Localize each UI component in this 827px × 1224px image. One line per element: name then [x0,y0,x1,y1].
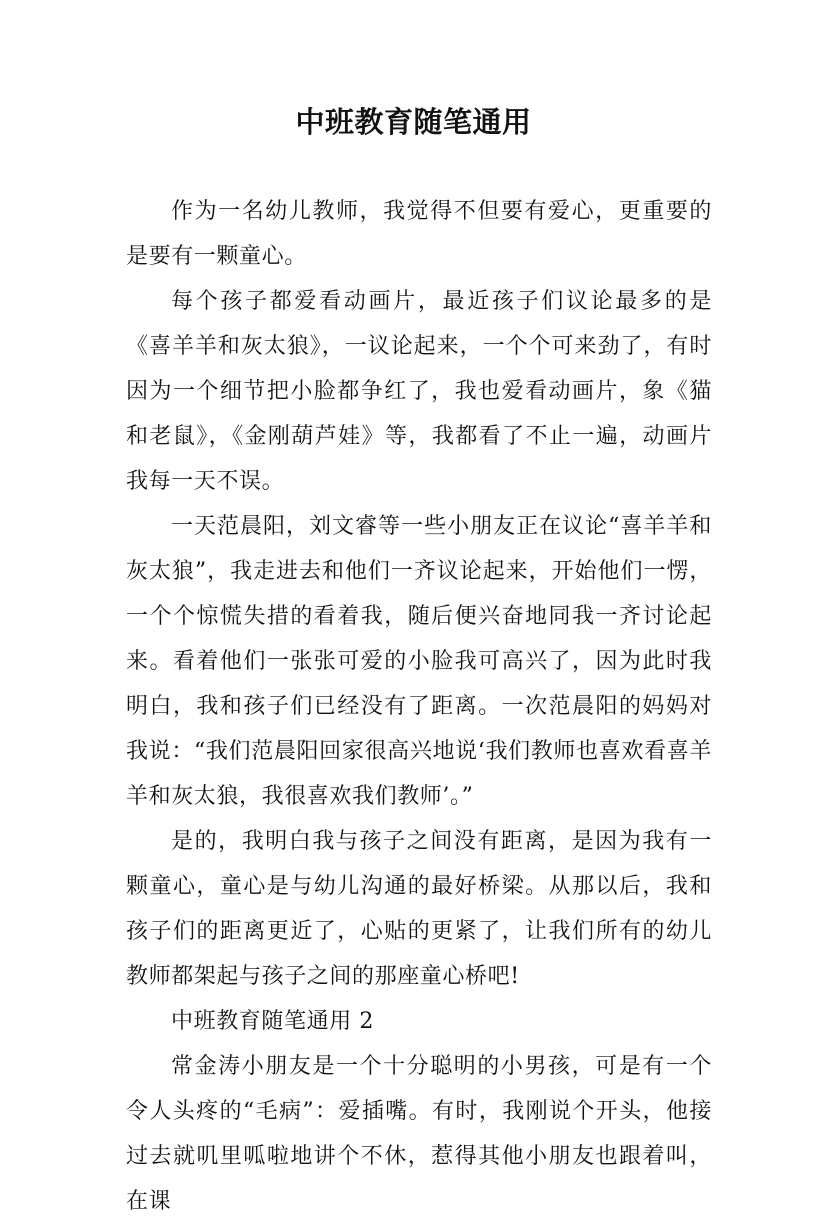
document-title: 中班教育随笔通用 [295,105,532,139]
document-body [126,189,712,1224]
paragraph-1: 作为一名幼儿教师，我觉得不但要有爱心，更重要的是要有一颗童心。 [126,199,712,269]
paragraph-2: 每个孩子都爱看动画片，最近孩子们议论最多的是《喜羊羊和灰太狼》，一议论起来，一个个可来劲了，有时因为一个细节把小脸都争红了，我也爱看动画片，象《猫和老鼠》，《金刚葫芦娃》等，我都看了不止一遍，动画片我每一天不误。 [126,289,712,494]
section-heading-2: 中班教育随笔通用 2 [171,1009,374,1034]
paragraph-3: 一天范晨阳，刘文睿等一些小朋友正在议论“喜羊羊和灰太狼”，我走进去和他们一齐议论起来，开始他们一愣，一个个惊慌失措的看着我，随后便兴奋地同我一齐讨论起来。看着他们一张张可爱的小脸我可高兴了，因为此时我明白，我和孩子们已经没有了距离。一次范晨阳的妈妈对我说：“我们范晨阳回家很高兴地说‘我们教师也喜欢看喜羊羊和灰太狼，我很喜欢我们教师’。” [126,514,712,809]
paragraph-5: 常金涛小朋友是一个十分聪明的小男孩，可是有一个令人头疼的“毛病”：爱插嘴。有时，我刚说个开头，他接过去就叽里呱啦地讲个不休，惹得其他小朋友也跟着叫，在课 [126,1054,712,1214]
paragraph-4: 是的，我明白我与孩子之间没有距离，是因为我有一颗童心，童心是与幼儿沟通的最好桥梁。从那以后，我和孩子们的距离更近了，心贴的更紧了，让我们所有的幼儿教师都架起与孩子之间的那座童心桥吧! [126,829,712,989]
